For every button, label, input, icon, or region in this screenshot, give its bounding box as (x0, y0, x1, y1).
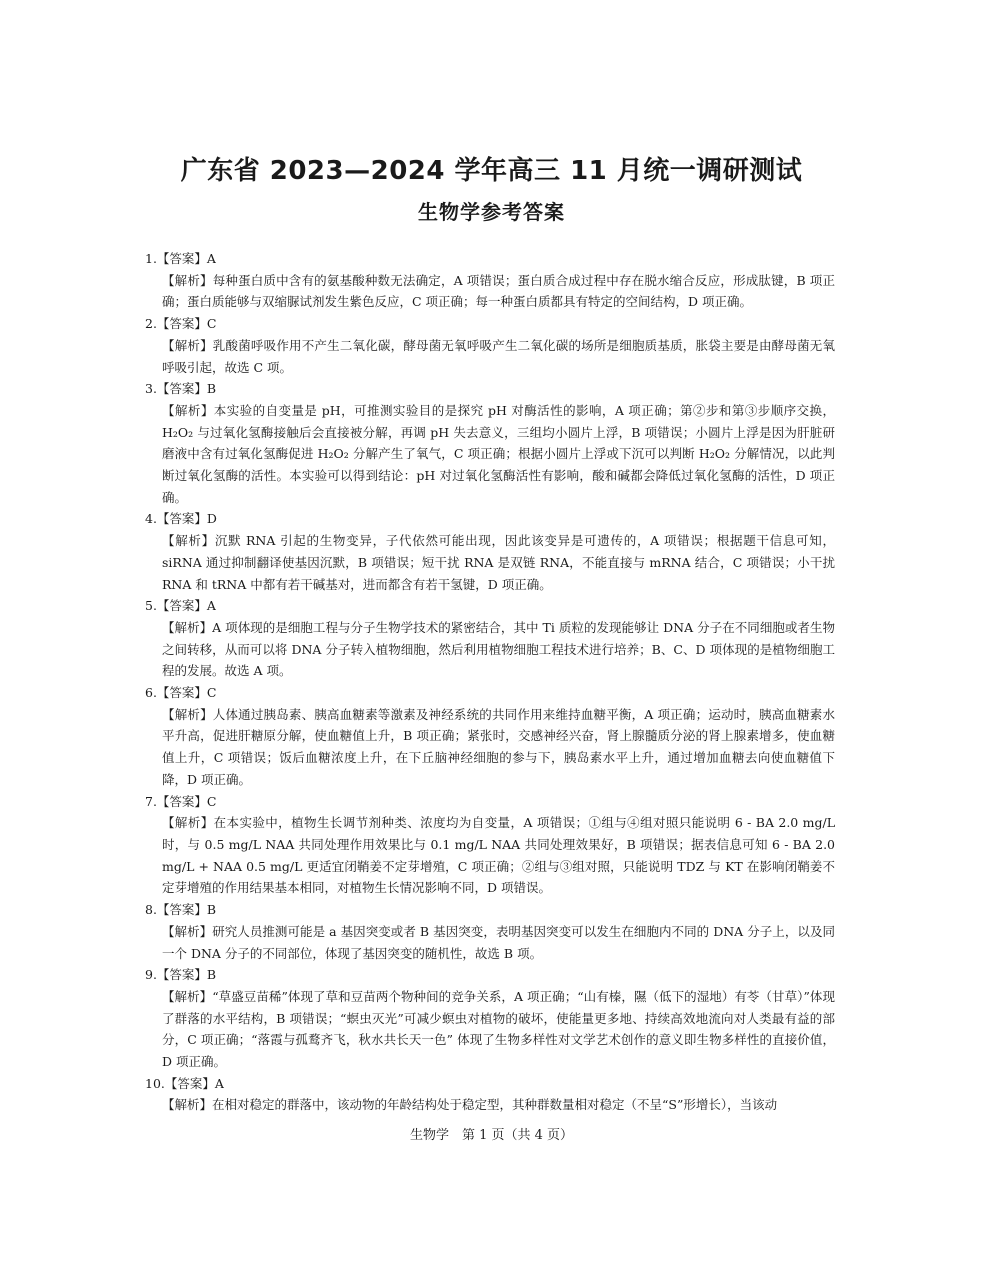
answer-line-9: 9.【答案】B (145, 967, 217, 983)
answer-line-7: 7.【答案】C (145, 793, 217, 809)
explanation-8: 【解析】研究人员推测可能是 a 基因突变或者 B 基因突变，表明基因突变可以发生在细胞内不同的 DNA 分子上，以及同一个 DNA 分子的不同部位，体现了基因突变的随机性，故选 B 项。 (162, 923, 835, 961)
page-title: 广东省 2023—2024 学年高三 11 月统一调研测试 (180, 156, 803, 186)
explanation-1: 【解析】每种蛋白质中含有的氨基酸种数无法确定，A 项错误；蛋白质合成过程中存在脱水缩合反应，形成肽键，B 项正确；蛋白质能够与双缩脲试剂发生紫色反应，C 项正确；每一种蛋白质都具有特定的空间结构，D 项正确。 (162, 272, 835, 310)
explanation-2: 【解析】乳酸菌呼吸作用不产生二氧化碳，酵母菌无氧呼吸产生二氧化碳的场所是细胞质基质，胀袋主要是由酵母菌无氧呼吸引起，故选 C 项。 (162, 337, 835, 375)
page-subtitle: 生物学参考答案 (418, 200, 565, 224)
explanation-10: 【解析】在相对稳定的群落中，该动物的年龄结构处于稳定型，其种群数量相对稳定（不呈“S”形增长），当该动 (162, 1097, 778, 1113)
explanation-5: 【解析】A 项体现的是细胞工程与分子生物学技术的紧密结合，其中 Ti 质粒的发现能够让 DNA 分子在不同细胞或者生物之间转移，从而可以将 DNA 分子转入植物细胞，然后利用植物细胞工程技术进行培养；B、C、D 项体现的是植物细胞工程的发展。故选 A 项。 (162, 619, 835, 679)
answer-line-4: 4.【答案】D (145, 511, 217, 527)
explanation-6: 【解析】人体通过胰岛素、胰高血糖素等激素及神经系统的共同作用来维持血糖平衡，A 项正确；运动时，胰高血糖素水平升高，促进肝糖原分解，使血糖值上升，B 项正确；紧张时，交感神经兴奋，肾上腺髓质分泌的肾上腺素增多，使血糖值上升，C 项错误；饭后血糖浓度上升，在下丘脑神经细胞的参与下，胰岛素水平上升，通过增加血糖去向使血糖值下降，D 项正确。 (162, 706, 835, 787)
answer-line-6: 6.【答案】C (145, 685, 217, 701)
explanation-7: 【解析】在本实验中，植物生长调节剂种类、浓度均为自变量，A 项错误；①组与④组对照只能说明 6 - BA 2.0 mg/L时，与 0.5 mg/L NAA 共同处理作用效果比与 0.1 mg/L NAA 共同处理效果好，B 项错误；据表信息可知 6 - BA 2.0 mg/L + NAA 0.5 mg/L 更适宜闭鞘姜不定芽增殖，C 项正确；②组与③组对照，只能说明 TDZ 与 KT 在影响闭鞘姜不定芽增殖的作用结果基本相同，对植物生长情况影响不同，D 项错误。 (162, 815, 835, 896)
page-footer: 生物学 第 1 页（共 4 页） (409, 1128, 574, 1143)
answer-line-1: 1.【答案】A (145, 251, 216, 266)
answer-line-2: 2.【答案】C (145, 316, 217, 332)
explanation-9: 【解析】“草盛豆苗稀”体现了草和豆苗两个物种间的竞争关系，A 项正确；“山有榛，隰（低下的湿地）有苓（甘草）”体现了群落的水平结构，B 项错误；“螟虫灭光”可减少螟虫对植物的破坏，使能量更多地、持续高效地流向对人类最有益的部分，C 项正确；“落霞与孤鹜齐飞，秋水共长天一色” 体现了生物多样性对文学艺术创作的意义即生物多样性的直接价值，D 项正确。 (162, 988, 835, 1070)
answer-line-8: 8.【答案】B (145, 902, 217, 918)
explanation-4: 【解析】沉默 RNA 引起的生物变异，子代依然可能出现，因此该变异是可遗传的，A 项错误；根据题干信息可知，siRNA 通过抑制翻译使基因沉默，B 项错误；短干扰 RNA 是双链 RNA，不能直接与 mRNA 结合，C 项错误；小干扰 RNA 和 tRNA 中都有若干碱基对，进而都含有若干氢键，D 项正确。 (162, 533, 835, 592)
answer-line-5: 5.【答案】A (145, 598, 216, 614)
explanation-3: 【解析】本实验的自变量是 pH，可推测实验目的是探究 pH 对酶活性的影响，A 项正确；第②步和第③步顺序交换，H₂O₂ 与过氧化氢酶接触后会直接被分解，再调 pH 失去意义，三组均小圆片上浮，B 项错误；小圆片上浮是因为肝脏研磨液中含有过氧化氢酶促进 H₂O₂ 分解产生了氧气，C 项正确；根据小圆片上浮或下沉可以判断 H₂O₂ 分解情况，以此判断过氧化氢酶的活性。本实验可以得到结论：pH 对过氧化氢酶活性有影响，酸和碱都会降低过氧化氢酶的活性，D 项正确。 (162, 402, 835, 505)
answers-list (145, 248, 835, 1116)
answer-line-3: 3.【答案】B (145, 381, 217, 397)
answer-line-10: 10.【答案】A (145, 1075, 224, 1091)
